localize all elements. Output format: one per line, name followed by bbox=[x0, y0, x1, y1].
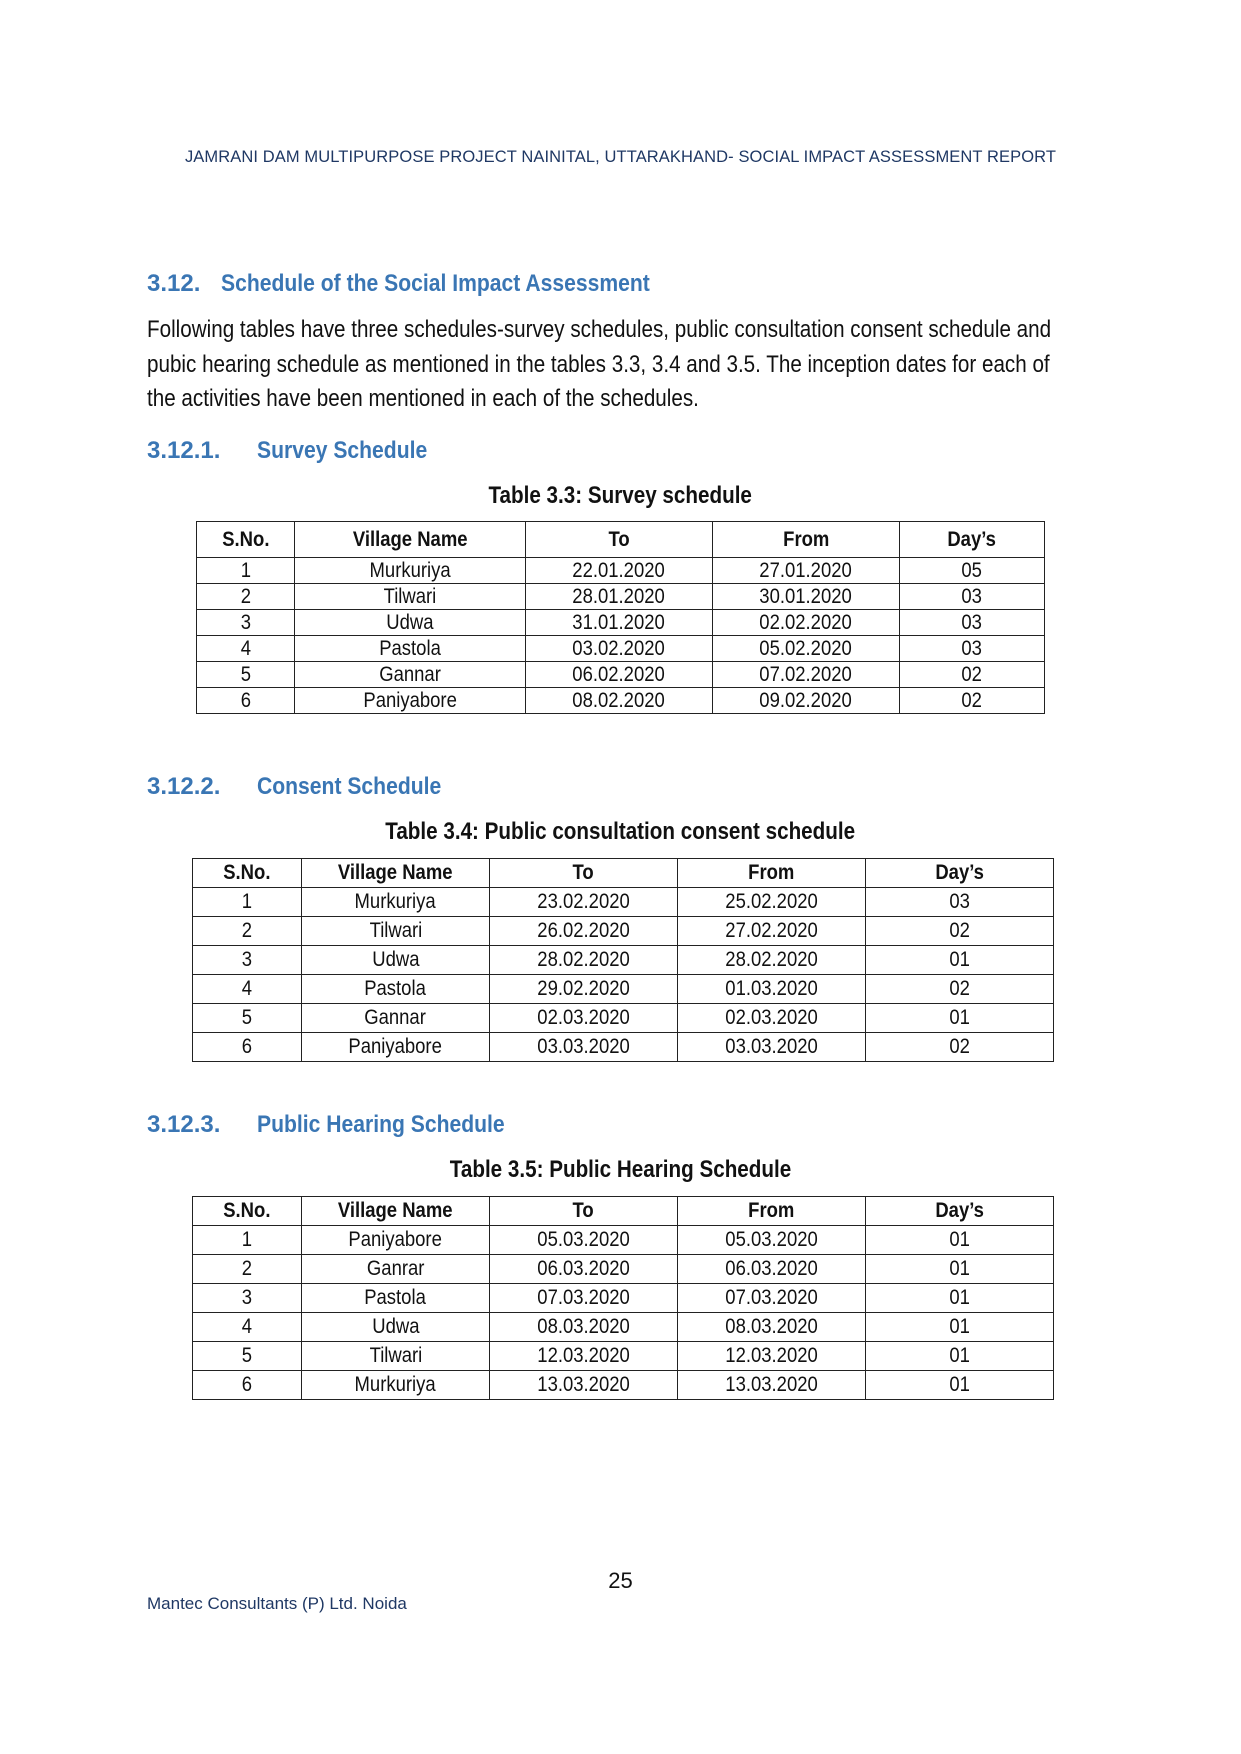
table-cell: 1 bbox=[197, 558, 295, 584]
subsection-heading-survey bbox=[147, 437, 450, 465]
table-cell: Pastola bbox=[302, 975, 490, 1004]
table-row bbox=[193, 975, 1054, 1004]
table-cell: 08.03.2020 bbox=[678, 1313, 866, 1342]
table-cell: 13.03.2020 bbox=[678, 1371, 866, 1400]
table-cell: 05 bbox=[900, 558, 1045, 584]
table-cell: 01 bbox=[866, 1255, 1054, 1284]
table-caption-consent bbox=[0, 818, 1241, 846]
subsection-heading-hearing bbox=[147, 1111, 538, 1139]
col-header-to: To bbox=[526, 522, 713, 558]
table-cell: 27.02.2020 bbox=[678, 917, 866, 946]
table-cell: 02.03.2020 bbox=[678, 1004, 866, 1033]
table-cell: 02 bbox=[900, 688, 1045, 714]
table-cell: 25.02.2020 bbox=[678, 888, 866, 917]
table-cell: 1 bbox=[193, 888, 302, 917]
table-cell: 4 bbox=[193, 975, 302, 1004]
table-cell: 3 bbox=[197, 610, 295, 636]
table-row bbox=[193, 1033, 1054, 1062]
intro-paragraph bbox=[147, 313, 1052, 417]
table-cell: 02.03.2020 bbox=[490, 1004, 678, 1033]
table-cell: 05.03.2020 bbox=[490, 1226, 678, 1255]
table-cell: 28.02.2020 bbox=[490, 946, 678, 975]
table-cell: 02 bbox=[866, 1033, 1054, 1062]
paragraph-line: the activities have been mentioned in each of the schedules. bbox=[147, 385, 699, 412]
caption-text: Table 3.4: Public consultation consent schedule bbox=[385, 818, 856, 845]
table-cell: 03.02.2020 bbox=[526, 636, 713, 662]
col-header-days: Day’s bbox=[900, 522, 1045, 558]
page-number: 25 bbox=[608, 1568, 633, 1593]
table-cell: 03 bbox=[900, 584, 1045, 610]
table-cell: 02 bbox=[866, 917, 1054, 946]
table-header-row bbox=[193, 1197, 1054, 1226]
col-header-village: Village Name bbox=[302, 859, 490, 888]
col-header-days: Day’s bbox=[866, 859, 1054, 888]
table-cell: Paniyabore bbox=[302, 1226, 490, 1255]
running-header: JAMRANI DAM MULTIPURPOSE PROJECT NAINITAL, UTTARAKHAND- SOCIAL IMPACT ASSESSMENT REPORT bbox=[184, 148, 1057, 166]
paragraph-line: Following tables have three schedules-survey schedules, public consultation consent schedule and bbox=[147, 316, 1052, 343]
table-cell: 29.02.2020 bbox=[490, 975, 678, 1004]
table-cell: 03 bbox=[900, 610, 1045, 636]
table-row bbox=[197, 688, 1045, 714]
subsection-number: 3.12.2. bbox=[147, 773, 221, 800]
table-cell: 09.02.2020 bbox=[713, 688, 900, 714]
hearing-table bbox=[192, 1196, 1054, 1400]
table-row bbox=[193, 1313, 1054, 1342]
section-heading bbox=[147, 270, 708, 298]
table-cell: 28.01.2020 bbox=[526, 584, 713, 610]
table-cell: Murkuriya bbox=[295, 558, 526, 584]
footer-company: Mantec Consultants (P) Ltd. Noida bbox=[147, 1594, 407, 1613]
table-row bbox=[197, 584, 1045, 610]
table-cell: 27.01.2020 bbox=[713, 558, 900, 584]
table-cell: 07.03.2020 bbox=[678, 1284, 866, 1313]
table-cell: 5 bbox=[193, 1004, 302, 1033]
table-caption-hearing bbox=[0, 1156, 1241, 1184]
table-cell: 22.01.2020 bbox=[526, 558, 713, 584]
table-cell: 31.01.2020 bbox=[526, 610, 713, 636]
table-cell: 01 bbox=[866, 1313, 1054, 1342]
table-row bbox=[197, 610, 1045, 636]
table-row bbox=[193, 888, 1054, 917]
subsection-heading-consent bbox=[147, 773, 466, 801]
table-cell: Murkuriya bbox=[302, 888, 490, 917]
table-cell: 03 bbox=[866, 888, 1054, 917]
col-header-sno: S.No. bbox=[193, 1197, 302, 1226]
table-cell: 2 bbox=[193, 1255, 302, 1284]
subsection-title: Public Hearing Schedule bbox=[257, 1111, 505, 1138]
table-cell: Paniyabore bbox=[302, 1033, 490, 1062]
table-cell: 3 bbox=[193, 1284, 302, 1313]
table-cell: Ganrar bbox=[302, 1255, 490, 1284]
table-cell: Gannar bbox=[302, 1004, 490, 1033]
col-header-days: Day’s bbox=[866, 1197, 1054, 1226]
table-cell: Udwa bbox=[295, 610, 526, 636]
table-cell: 23.02.2020 bbox=[490, 888, 678, 917]
col-header-to: To bbox=[490, 1197, 678, 1226]
table-row bbox=[193, 917, 1054, 946]
table-cell: 13.03.2020 bbox=[490, 1371, 678, 1400]
table-cell: 05.03.2020 bbox=[678, 1226, 866, 1255]
table-cell: 01 bbox=[866, 1284, 1054, 1313]
table-cell: 26.02.2020 bbox=[490, 917, 678, 946]
table-cell: Murkuriya bbox=[302, 1371, 490, 1400]
col-header-sno: S.No. bbox=[193, 859, 302, 888]
table-cell: 2 bbox=[197, 584, 295, 610]
table-cell: 03.03.2020 bbox=[678, 1033, 866, 1062]
table-cell: 03.03.2020 bbox=[490, 1033, 678, 1062]
caption-text: Table 3.3: Survey schedule bbox=[488, 482, 753, 509]
table-cell: 01.03.2020 bbox=[678, 975, 866, 1004]
table-cell: 08.02.2020 bbox=[526, 688, 713, 714]
table-cell: 02 bbox=[900, 662, 1045, 688]
table-cell: 02.02.2020 bbox=[713, 610, 900, 636]
table-row bbox=[193, 1342, 1054, 1371]
table-row bbox=[193, 1004, 1054, 1033]
subsection-title: Consent Schedule bbox=[257, 773, 442, 800]
table-cell: 6 bbox=[197, 688, 295, 714]
table-cell: 4 bbox=[193, 1313, 302, 1342]
table-cell: Tilwari bbox=[302, 917, 490, 946]
table-cell: 05.02.2020 bbox=[713, 636, 900, 662]
table-cell: 5 bbox=[197, 662, 295, 688]
table-cell: 3 bbox=[193, 946, 302, 975]
table-cell: 5 bbox=[193, 1342, 302, 1371]
table-row bbox=[193, 1284, 1054, 1313]
table-cell: 01 bbox=[866, 1342, 1054, 1371]
subsection-number: 3.12.1. bbox=[147, 437, 221, 464]
table-cell: 02 bbox=[866, 975, 1054, 1004]
table-cell: Pastola bbox=[302, 1284, 490, 1313]
table-cell: 01 bbox=[866, 1371, 1054, 1400]
table-cell: 4 bbox=[197, 636, 295, 662]
table-cell: Paniyabore bbox=[295, 688, 526, 714]
table-cell: Udwa bbox=[302, 946, 490, 975]
table-cell: Tilwari bbox=[302, 1342, 490, 1371]
table-cell: 12.03.2020 bbox=[490, 1342, 678, 1371]
table-header-row bbox=[193, 859, 1054, 888]
consent-table bbox=[192, 858, 1054, 1062]
survey-table bbox=[196, 521, 1045, 714]
caption-text: Table 3.5: Public Hearing Schedule bbox=[449, 1156, 792, 1183]
table-cell: 6 bbox=[193, 1371, 302, 1400]
table-cell: 01 bbox=[866, 1004, 1054, 1033]
col-header-from: From bbox=[713, 522, 900, 558]
subsection-number: 3.12.3. bbox=[147, 1111, 221, 1138]
col-header-to: To bbox=[490, 859, 678, 888]
section-number: 3.12. bbox=[147, 270, 201, 297]
table-cell: 06.02.2020 bbox=[526, 662, 713, 688]
table-cell: 07.02.2020 bbox=[713, 662, 900, 688]
table-cell: Pastola bbox=[295, 636, 526, 662]
col-header-village: Village Name bbox=[295, 522, 526, 558]
table-row bbox=[197, 558, 1045, 584]
table-row bbox=[193, 1255, 1054, 1284]
table-row bbox=[193, 946, 1054, 975]
table-header-row bbox=[197, 522, 1045, 558]
table-cell: Gannar bbox=[295, 662, 526, 688]
table-cell: 07.03.2020 bbox=[490, 1284, 678, 1313]
paragraph-line: pubic hearing schedule as mentioned in the tables 3.3, 3.4 and 3.5. The inception dates for each of bbox=[147, 350, 1050, 378]
table-row bbox=[197, 636, 1045, 662]
table-row bbox=[197, 662, 1045, 688]
table-row bbox=[193, 1371, 1054, 1400]
table-cell: 28.02.2020 bbox=[678, 946, 866, 975]
table-cell: 6 bbox=[193, 1033, 302, 1062]
subsection-title: Survey Schedule bbox=[257, 437, 428, 464]
table-cell: 2 bbox=[193, 917, 302, 946]
col-header-sno: S.No. bbox=[197, 522, 295, 558]
col-header-village: Village Name bbox=[302, 1197, 490, 1226]
table-cell: Udwa bbox=[302, 1313, 490, 1342]
col-header-from: From bbox=[678, 1197, 866, 1226]
table-row bbox=[193, 1226, 1054, 1255]
table-cell: 1 bbox=[193, 1226, 302, 1255]
table-cell: 03 bbox=[900, 636, 1045, 662]
table-cell: 01 bbox=[866, 946, 1054, 975]
col-header-from: From bbox=[678, 859, 866, 888]
table-cell: 08.03.2020 bbox=[490, 1313, 678, 1342]
table-caption-survey bbox=[0, 482, 1241, 510]
table-cell: 01 bbox=[866, 1226, 1054, 1255]
table-cell: Tilwari bbox=[295, 584, 526, 610]
table-cell: 12.03.2020 bbox=[678, 1342, 866, 1371]
table-cell: 06.03.2020 bbox=[490, 1255, 678, 1284]
section-title: Schedule of the Social Impact Assessment bbox=[221, 270, 650, 297]
table-cell: 06.03.2020 bbox=[678, 1255, 866, 1284]
table-cell: 30.01.2020 bbox=[713, 584, 900, 610]
